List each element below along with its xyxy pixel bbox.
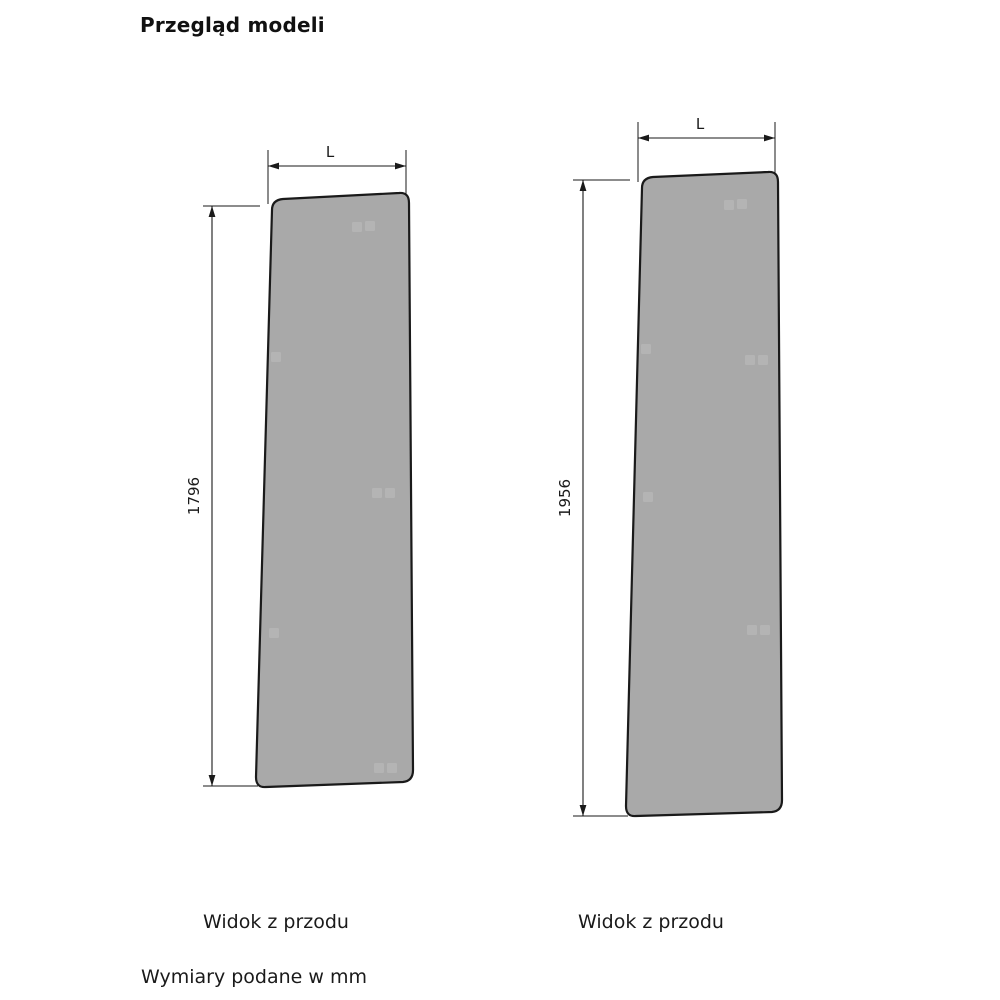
left-width-label: L [325,143,335,161]
left-height-label: 1796 [185,476,203,516]
units-note: Wymiary podane w mm [141,966,367,988]
right-height-label: 1956 [556,478,574,518]
right-width-label: L [695,115,705,133]
right-view-group [556,115,782,816]
left-view-group [185,143,413,787]
left-view-caption: Widok z przodu [203,911,349,933]
right-view-caption: Widok z przodu [578,911,724,933]
page-title: Przegląd modeli [140,13,325,37]
